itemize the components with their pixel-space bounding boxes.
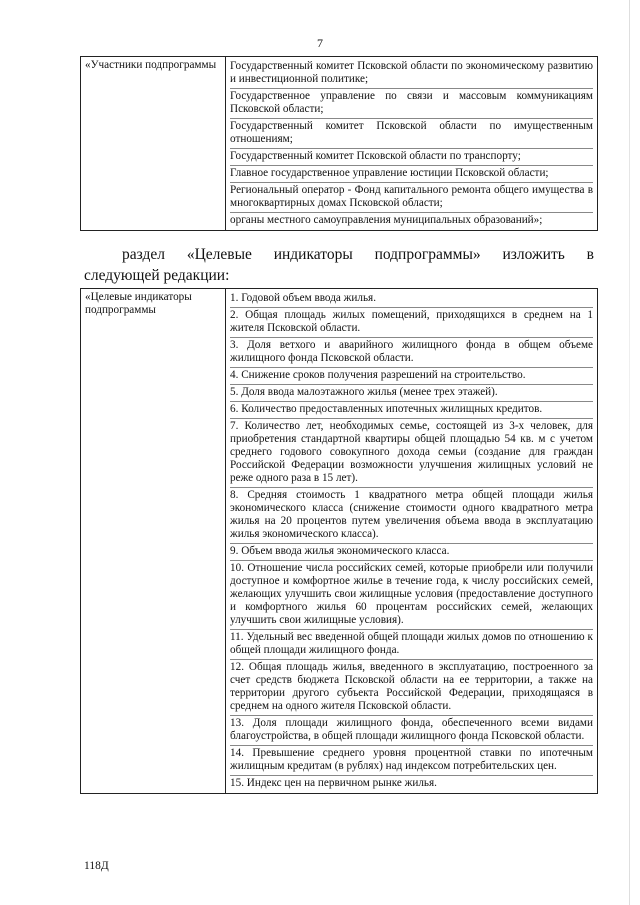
participants-table <box>80 56 598 231</box>
indicator-entry: 11. Удельный вес введенной общей площади жилых домов по отношению к общей площади жилищного фонда. <box>230 629 593 659</box>
participant-entry: органы местного самоуправления муниципальных образований»; <box>230 212 593 229</box>
indicator-entry: 14. Превышение среднего уровня процентной ставки по ипотечным жилищным кредитам (в рублях) над индексом потребительских цен. <box>230 745 593 775</box>
instruction-word: изложить <box>502 246 565 263</box>
indicators-table <box>80 288 598 794</box>
indicator-entry: 6. Количество предоставленных ипотечных жилищных кредитов. <box>230 401 593 418</box>
instruction-word: подпрограммы» <box>374 246 481 263</box>
section-instruction <box>84 244 594 286</box>
indicator-entry: 15. Индекс цен на первичном рынке жилья. <box>230 775 593 792</box>
indicator-entry: 10. Отношение числа российских семей, которые приобрели или получили доступное и комфортное жилье в течение года, к числу российских семей, желающих улучшить свои жилищные условия (предоставление доступного и комфортного жилья 60 процентам российских семей, желающих улучшить свои жилищные условия). <box>230 560 593 629</box>
section-instruction-line-1 <box>88 244 594 265</box>
indicator-entry: 12. Общая площадь жилья, введенного в эксплуатацию, построенного за счет средств бюджета Псковской области на ее территории, а также на территории другого субъекта Российской Федерации, приходящаяся в среднем на одного жителя Псковской области. <box>230 659 593 715</box>
indicator-entry: 9. Объем ввода жилья экономического класса. <box>230 543 593 560</box>
indicator-entry: 2. Общая площадь жилых помещений, приходящихся в среднем на 1 жителя Псковской области. <box>230 307 593 337</box>
participants-row <box>81 57 598 231</box>
indicators-entries <box>226 289 598 794</box>
indicator-entry: 7. Количество лет, необходимых семье, состоящей из 3-х человек, для приобретения стандартной квартиры общей площадью 54 кв. м с учетом среднего годового совокупного дохода семьи (создание для граждан Российской Федерации возможности улучшения жилищных условий не реже одного раза в 15 лет). <box>230 418 593 487</box>
page-number: 7 <box>317 36 323 50</box>
participants-label: «Участники подпрограммы <box>81 57 226 231</box>
instruction-word: «Целевые <box>186 246 252 263</box>
participant-entry: Региональный оператор - Фонд капитального ремонта общего имущества в многоквартирных домах Псковской области; <box>230 182 593 212</box>
indicator-entry: 5. Доля ввода малоэтажного жилья (менее трех этажей). <box>230 384 593 401</box>
section-instruction-line-2: следующей редакции: <box>84 267 230 284</box>
indicator-entry: 3. Доля ветхого и аварийного жилищного фонда в общем объеме жилищного фонда Псковской области. <box>230 337 593 367</box>
participant-entry: Государственный комитет Псковской области по транспорту; <box>230 148 593 165</box>
indicator-entry: 1. Годовой объем ввода жилья. <box>230 292 377 304</box>
indicator-entry: 13. Доля площади жилищного фонда, обеспеченного всеми видами благоустройства, в общей площади жилищного фонда Псковской области. <box>230 715 593 745</box>
participant-entry: Государственное управление по связи и массовым коммуникациям Псковской области; <box>230 88 593 118</box>
indicator-entry: 4. Снижение сроков получения разрешений на строительство. <box>230 367 593 384</box>
participants-entries <box>226 57 598 231</box>
indicators-row <box>81 289 598 794</box>
instruction-word: раздел <box>122 246 165 263</box>
footer-code: 118Д <box>84 860 109 872</box>
indicator-entry: 8. Средняя стоимость 1 квадратного метра общей площади жилья экономического класса (снижение стоимости одного квадратного метра жилья на 20 процентов путем увеличения объема ввода в эксплуатацию жилья экономического класса). <box>230 487 593 543</box>
scan-edge-line <box>629 0 630 905</box>
instruction-word: в <box>586 246 594 263</box>
participant-entry: Государственный комитет Псковской области по имущественным отношениям; <box>230 118 593 148</box>
indicators-label: «Целевые индикаторы подпрограммы <box>81 289 226 794</box>
participant-entry: Главное государственное управление юстиции Псковской области; <box>230 165 593 182</box>
instruction-word: индикаторы <box>273 246 353 263</box>
participant-entry: Государственный комитет Псковской области по экономическому развитию и инвестиционной политике; <box>230 60 593 85</box>
